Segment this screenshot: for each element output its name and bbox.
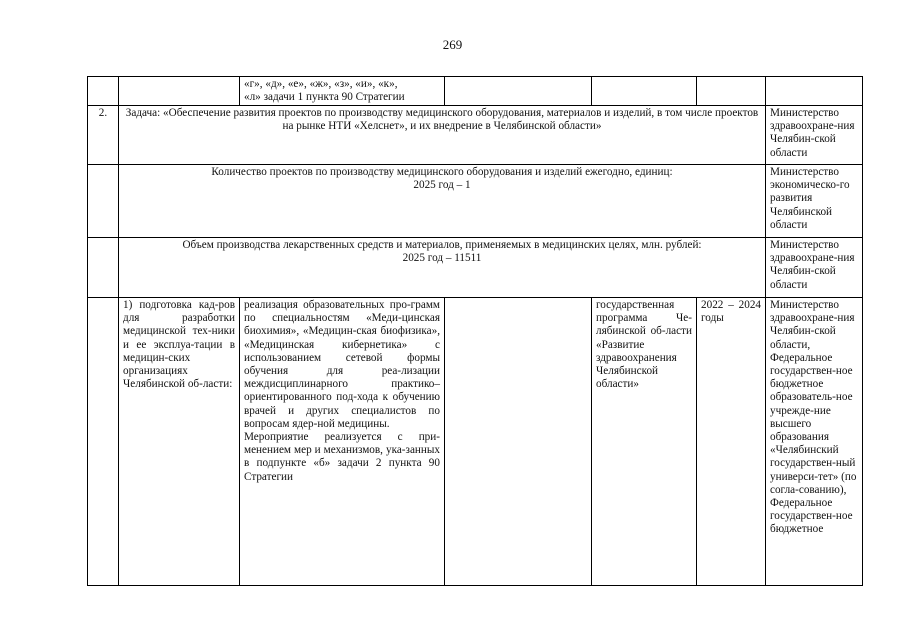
- table-row-indicator-1: [88, 165, 863, 238]
- cell-empty: [88, 165, 119, 238]
- cell-empty: [766, 77, 863, 106]
- cell-measure-period: 2022 – 2024 годы: [697, 298, 766, 586]
- cell-measure-responsible: Министерство здравоохране-ния Челябин-ской области, Федеральное государствен-ное бюджетное образователь-ное учрежде-ние высшего образования «Челябинский государствен-ный универси-тет» (по согла-сованию), Федеральное государствен-ное бюджетное: [766, 298, 863, 586]
- measure-description-text: реализация образовательных про-грамм по специальностям «Меди-цинская биохимия», «Медицин-ская биофизика», «Медицинская кибернетика» с использованием сетевой формы обучения для реа-лизации междисциплинарного практико–ориентированного под-хода к обучению врачей и других специалистов по вопросам ядер-ной медицины.: [244, 299, 440, 430]
- cell-measure-program: государственная программа Че-лябинской об-ласти «Развитие здравоохранения Челябинской области»: [592, 298, 697, 586]
- cell-task-number: 2.: [88, 106, 119, 165]
- cell-empty: [445, 298, 592, 586]
- table-row-indicator-2: [88, 238, 863, 298]
- cell-indicator-1-text: Количество проектов по производству медицинского оборудования и изделий ежегодно, единиц: 2025 год – 1: [119, 165, 766, 238]
- measure-description-note: Мероприятие реализуется с при-менением мер и механизмов, ука-занных в подпункте «б» задачи 2 пункта 90 Стратегии: [244, 431, 440, 483]
- cell-indicator-1-responsible: Министерство экономическо-го развития Челябинской области: [766, 165, 863, 238]
- table-row-continuation: [88, 77, 863, 106]
- cell-indicator-2-text: Объем производства лекарственных средств и материалов, применяемых в медицинских целях, млн. рублей: 2025 год – 11511: [119, 238, 766, 298]
- cell-empty: [88, 298, 119, 586]
- cell-empty: [88, 238, 119, 298]
- cell-empty: [119, 77, 240, 106]
- cell-measure-description: [240, 298, 445, 586]
- cell-empty: [445, 77, 592, 106]
- cell-task-text: Задача: «Обеспечение развития проектов по производству медицинского оборудования, материалов и изделий, в том числе проектов на рынке НТИ «Хелснет», и их внедрение в Челябинской области»: [119, 106, 766, 165]
- table-row-task: [88, 106, 863, 165]
- table-row-measure-1: [88, 298, 863, 586]
- cell-empty: [697, 77, 766, 106]
- cell-measure-name: 1) подготовка кад-ров для разработки медицинской тех-ники и ее эксплуа-тации в медицин-ских организациях Челябинской об-ласти:: [119, 298, 240, 586]
- cell-indicator-2-responsible: Министерство здравоохране-ния Челябин-ской области: [766, 238, 863, 298]
- cell-empty: [592, 77, 697, 106]
- cell-continuation-text: «г», «д», «е», «ж», «з», «и», «к», «л» задачи 1 пункта 90 Стратегии: [240, 77, 445, 106]
- cell-empty: [88, 77, 119, 106]
- page-number: 269: [442, 37, 463, 52]
- measures-table: [87, 76, 863, 586]
- cell-task-responsible: Министерство здравоохране-ния Челябин-ской области: [766, 106, 863, 165]
